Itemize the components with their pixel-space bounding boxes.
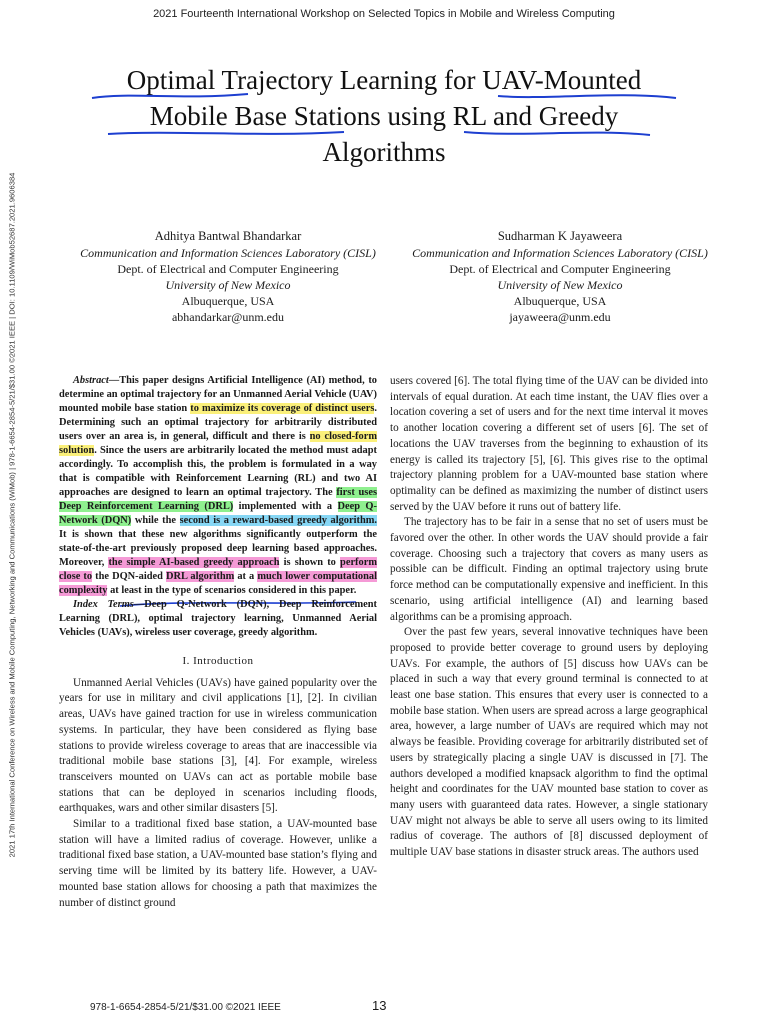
footer-copyright: 978-1-6654-2854-5/21/$31.00 ©2021 IEEE [90,1002,281,1013]
abstract-text: It is shown that these new algorithms significantly outperform the state-of-the-art previously proposed deep learning based approaches. Moreover, [59,529,377,568]
author-name: Sudharman K Jayaweera [497,229,623,243]
author-lab: Communication and Information Sciences Laboratory (CISL) [80,246,376,260]
author-block-1 [48,228,408,325]
page-number: 13 [372,998,387,1013]
highlight-blue: second is a reward-based greedy algorithm. [179,515,377,526]
highlight-pink: DRL algorithm [165,571,235,582]
highlight-yellow: no closed-form solution [59,431,377,456]
author-lab: Communication and Information Sciences Laboratory (CISL) [412,246,708,260]
paragraph: users covered [6]. The total flying time of the UAV can be divided into intervals of equal duration. At each time instant, the UAV flies over a location covering a set of users and for the next time interval it moves to another location covering a different set of users [6]. The set of locations the UAV traverses from the beginning to exhaustion of its energy is called its trajectory [5], [6]. This gives rise to the optimal trajectory planning problem for a UAV-mounted base station where optimality can be defined as maximizing the number of distinct users served by the UAV before it runs out of battery life. [390,375,708,513]
section-title-introduction: I. Introduction [182,655,254,667]
author-city: Albuquerque, USA [181,294,275,308]
index-terms [59,598,377,640]
author-dept: Dept. of Electrical and Computer Engineering [117,262,339,276]
left-column [59,374,377,911]
author-dept: Dept. of Electrical and Computer Engineering [449,262,671,276]
side-citation-text: 2021 17th International Conference on Wireless and Mobile Computing, Networking and Communications (WiMob) | 978-1-6654-2854-5/21/$31.00 ©2021 IEEE | DOI: 10.1109/WiMob52687.2021.9606384 [7,172,17,858]
author-email: jayaweera@unm.edu [509,310,611,324]
abstract [59,374,377,598]
title-line-3: Algorithms [322,137,446,167]
abstract-text: . Since the users are arbitrarily located the method must adapt accordingly. To accomplish this, the problem is formulated in a way that is compatible with Reinforcement Learning (RL) and two AI approaches are designed to learn an optimal trajectory. The [59,445,377,498]
abstract-text: while the [131,515,180,526]
author-city: Albuquerque, USA [513,294,607,308]
abstract-text: at a [234,571,258,582]
side-citation-strip [0,80,24,950]
author-name: Adhitya Bantwal Bhandarkar [154,229,302,243]
highlight-green: first uses Deep Reinforcement Learning (DRL) [59,487,377,512]
author-university: University of New Mexico [497,278,623,292]
highlight-yellow: to maximize its coverage of distinct users [190,403,375,414]
title-line-1: Optimal Trajectory Learning for UAV-Mounted [126,65,642,95]
abstract-text: —This paper designs Artificial Intelligence (AI) method, to determine an optimal trajectory for an Unmanned Aerial Vehicle (UAV) mounted mobile base station [59,375,377,414]
index-terms-lead: Index Terms [73,599,134,610]
conference-header: 2021 Fourteenth International Workshop on Selected Topics in Mobile and Wireless Computing [153,8,615,20]
author-email: abhandarkar@unm.edu [171,310,284,324]
paragraph: The trajectory has to be fair in a sense that no set of users must be favored over the other. In other words the UAV should provide a fair coverage. Choosing such a trajectory that covers as many users as possible can be difficult. Finding an optimal trajectory using brute force method can be computationally expensive and inefficient. In this scenario, using artificial intelligence (AI) and learning based algorithms can be a promising approach. [390,516,708,623]
abstract-text: implemented with a [233,501,338,512]
index-terms-text: —Deep Q-Network (DQN), Deep Reinforcement Learning (DRL), optimal trajectory learning, Unmanned Aerial Vehicles (UAVs), wireless user coverage, greedy algorithm. [59,599,377,638]
right-column [390,374,708,861]
abstract-lead: Abstract [73,375,109,386]
title-line-2: Mobile Base Stations using RL and Greedy [149,101,619,131]
author-university: University of New Mexico [165,278,291,292]
abstract-text: is shown to [279,557,341,568]
abstract-text: the DQN-aided [92,571,166,582]
highlight-pink: the simple AI-based greedy approach [108,557,280,568]
paper-title [60,62,708,170]
paragraph: Unmanned Aerial Vehicles (UAVs) have gained popularity over the years for use in military and civil applications [1], [2]. In civilian areas, UAVs have gained traction for use in wireless communication systems. In particular, they have been considered as flying base stations to provide wireless coverage to areas that are inaccessible via traditional mobile base stations [3], [4]. For example, wireless transceivers mounted on UAVs can act as portable mobile base stations that can be deployed in scenarios including floods, earthquakes, wars and other similar disasters [5]. [59,676,377,815]
paragraph: Similar to a traditional fixed base station, a UAV-mounted base station will have a limited radius of coverage. However, unlike a traditional fixed base station, a UAV-mounted base station’s flying and serving time will be limited by its battery life. However, a UAV-mounted base station allows for choosing a path that maximizes the number of distinct ground [59,818,377,909]
highlight-pink: perform close to [59,557,377,582]
author-block-2 [380,228,740,325]
paragraph: Over the past few years, several innovative techniques have been proposed to provide better coverage to ground users by deploying UAVs. For example, the authors of [5] discuss how UAVs can be placed in such a way that every ground terminal is connected to at least one base station. This ensures that every user is connected to a mobile base station. When users are spread across a large geographical area, however, a large number of UAVs are required which may not always be feasible. Providing coverage for arbitrarily distributed set of users by strategically placing a single UAV is discussed in [7]. The authors developed a modified knapsack algorithm to find the optimal height and coordinates for the UAV mounted base station to cover as many users with guaranteed data rates. However, a single stationary UAV might not always be able to serve all users owing to its limited radius of coverage. The authors of [8] discussed deployment of multiple UAV base stations in disaster struck areas. The authors used [390,626,708,859]
abstract-text: . Determining such an optimal trajectory for arbitrarily distributed users over an area is, in general, difficult and there is [59,403,377,442]
highlight-pink: much lower computational complexity [59,571,377,596]
highlight-green: Deep Q-Network (DQN) [59,501,377,526]
abstract-text: at least in the type of scenarios considered in this paper. [107,585,357,596]
